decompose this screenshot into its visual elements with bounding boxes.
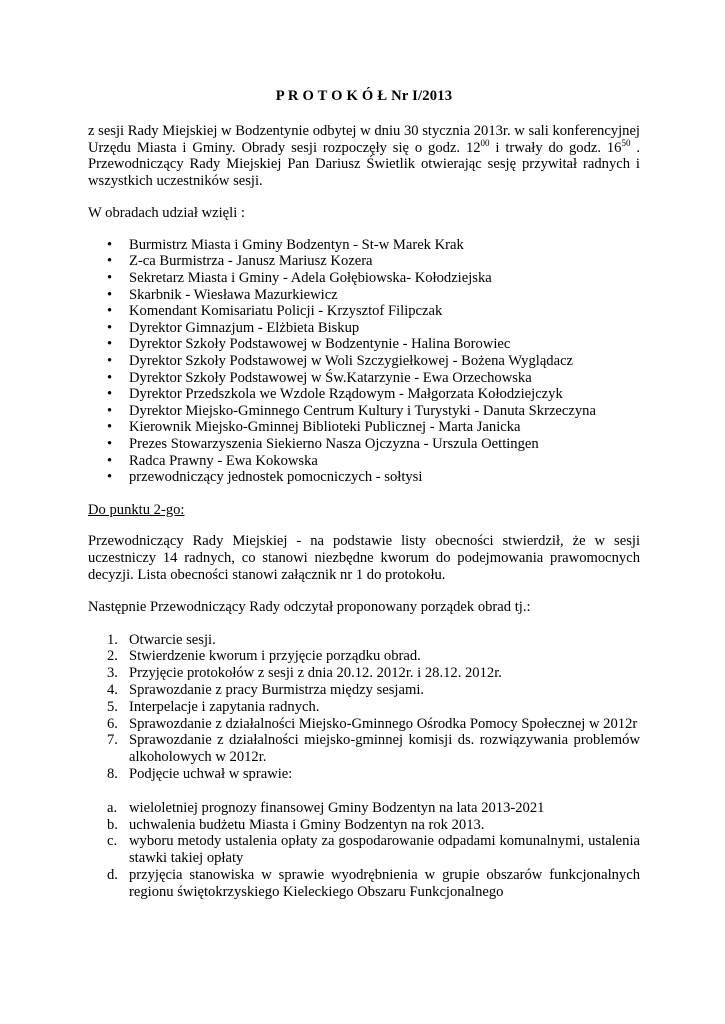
document-page	[88, 88, 640, 901]
participant-item	[88, 436, 640, 453]
participant-item	[88, 370, 640, 387]
agenda-item-text: Otwarcie sesji.	[129, 631, 216, 648]
participant-item	[88, 419, 640, 436]
bullet-icon: •	[107, 369, 113, 386]
participant-item	[88, 237, 640, 254]
participant-item	[88, 287, 640, 304]
agenda-intro: Następnie Przewodniczący Rady odczytał proponowany porządek obrad tj.:	[88, 598, 531, 615]
agenda-item	[88, 665, 640, 682]
end-time-superscript: 50	[621, 137, 631, 148]
agenda-item-text: Sprawozdanie z działalności miejsko-gminnej komisji ds. rozwiązywania problemów alkoholowych w 2012r.	[129, 732, 640, 766]
bullet-icon: •	[107, 253, 113, 270]
participant-item	[88, 336, 640, 353]
agenda-item-text: Stwierdzenie kworum i przyjęcie porządku obrad.	[129, 648, 421, 665]
agenda-item	[88, 648, 640, 665]
resolution-item	[88, 800, 640, 817]
participant-text: Burmistrz Miasta i Gminy Bodzentyn - St-w Marek Krak	[129, 236, 464, 253]
resolution-item-letter: b.	[107, 816, 118, 833]
participant-item	[88, 303, 640, 320]
resolution-item	[88, 817, 640, 834]
participant-item	[88, 270, 640, 287]
bullet-icon: •	[107, 452, 113, 469]
agenda-item-number: 7.	[107, 732, 118, 749]
agenda-item-number: 6.	[107, 715, 118, 732]
participant-text: Dyrektor Szkoły Podstawowej w Woli Szczygiełkowej - Bożena Wyglądacz	[129, 352, 574, 369]
participant-text: Kierownik Miejsko-Gminnej Biblioteki Publicznej - Marta Janicka	[129, 419, 521, 436]
intro-text-part1: z sesji Rady Miejskiej w Bodzentynie odbytej w dniu 30 stycznia 2013r. w sali konferencyjnej Urzędu Miasta i Gminy. Obrady sesji rozpoczęły się o godz. 12	[88, 122, 640, 156]
agenda-item	[88, 682, 640, 699]
participant-text: Dyrektor Szkoły Podstawowej w Bodzentynie - Halina Borowiec	[129, 336, 511, 353]
resolution-item-text: wieloletniej prognozy finansowej Gminy Bodzentyn na lata 2013-2021	[129, 799, 545, 816]
resolutions-sublist	[88, 800, 640, 901]
participant-text: Radca Prawny - Ewa Kokowska	[129, 452, 318, 469]
resolution-item	[88, 833, 640, 867]
agenda-item-number: 3.	[107, 665, 118, 682]
participant-item	[88, 386, 640, 403]
resolution-item	[88, 867, 640, 901]
participants-list	[88, 237, 640, 486]
resolution-item-letter: a.	[107, 799, 118, 816]
participant-item	[88, 469, 640, 486]
bullet-icon: •	[107, 286, 113, 303]
bullet-icon: •	[107, 386, 113, 403]
participant-item	[88, 320, 640, 337]
agenda-item	[88, 732, 640, 766]
bullet-icon: •	[107, 336, 113, 353]
bullet-icon: •	[107, 269, 113, 286]
participant-item	[88, 353, 640, 370]
participant-text: Dyrektor Gimnazjum - Elżbieta Biskup	[129, 319, 360, 336]
section-2-heading: Do punktu 2-go:	[88, 501, 185, 518]
bullet-icon: •	[107, 402, 113, 419]
intro-text-part2: i trwały do godz. 16	[489, 139, 622, 156]
bullet-icon: •	[107, 319, 113, 336]
attendance-heading: W obradach udział wzięli :	[88, 204, 245, 221]
participant-text: przewodniczący jednostek pomocniczych - sołtysi	[129, 469, 423, 486]
intro-text-part3: . Przewodniczący Rady Miejskiej Pan Dariusz Świetlik otwierając sesję przywitał radnych i wszystkich uczestników sesji.	[88, 139, 640, 190]
participant-text: Dyrektor Przedszkola we Wzdole Rządowym - Małgorzata Kołodziejczyk	[129, 386, 563, 403]
participant-item	[88, 403, 640, 420]
resolution-item-letter: c.	[107, 833, 118, 850]
agenda-item-text: Sprawozdanie z działalności Miejsko-Gminnego Ośrodka Pomocy Społecznej w 2012r	[129, 715, 638, 732]
agenda-item-text: Interpelacje i zapytania radnych.	[129, 698, 320, 715]
resolution-item-text: uchwalenia budżetu Miasta i Gminy Bodzentyn na rok 2013.	[129, 816, 485, 833]
bullet-icon: •	[107, 419, 113, 436]
participant-text: Dyrektor Szkoły Podstawowej w Św.Katarzynie - Ewa Orzechowska	[129, 369, 532, 386]
resolution-item-letter: d.	[107, 867, 118, 884]
quorum-paragraph: Przewodniczący Rady Miejskiej - na podstawie listy obecności stwierdził, że w sesji uczestniczy 14 radnych, co stanowi niezbędne kworum do podejmowania prawomocnych decyzji. Lista obecności stanowi załącznik nr 1 do protokołu.	[88, 533, 640, 584]
agenda-item-number: 4.	[107, 682, 118, 699]
resolution-item-text: przyjęcia stanowiska w sprawie wyodrębnienia w grupie obszarów funkcjonalnych regionu świętokrzyskiego Kieleckiego Obszaru Funkcjonalnego	[129, 867, 640, 900]
participant-item	[88, 253, 640, 270]
agenda-item-number: 1.	[107, 631, 118, 648]
participant-text: Skarbnik - Wiesława Mazurkiewicz	[129, 286, 338, 303]
bullet-icon: •	[107, 435, 113, 452]
agenda-item-text: Sprawozdanie z pracy Burmistrza między sesjami.	[129, 682, 425, 699]
agenda-item	[88, 716, 640, 733]
participant-text: Z-ca Burmistrza - Janusz Mariusz Kozera	[129, 253, 373, 270]
participant-text: Dyrektor Miejsko-Gminnego Centrum Kultury i Turystyki - Danuta Skrzeczyna	[129, 402, 596, 419]
agenda-item	[88, 699, 640, 716]
agenda-item	[88, 632, 640, 649]
agenda-item-number: 5.	[107, 698, 118, 715]
bullet-icon: •	[107, 352, 113, 369]
agenda-item-text: Podjęcie uchwał w sprawie:	[129, 766, 293, 783]
resolution-item-text: wyboru metody ustalenia opłaty za gospodarowanie odpadami komunalnymi, ustalenia stawki takiej opłaty	[129, 833, 640, 867]
agenda-item	[88, 766, 640, 783]
participant-item	[88, 453, 640, 470]
participant-text: Prezes Stowarzyszenia Siekierno Nasza Ojczyzna - Urszula Oettingen	[129, 435, 539, 452]
bullet-icon: •	[107, 236, 113, 253]
agenda-list	[88, 632, 640, 783]
bullet-icon: •	[107, 469, 113, 486]
document-title: P R O T O K Ó Ł Nr I/2013	[275, 88, 453, 104]
bullet-icon: •	[107, 303, 113, 320]
participant-text: Sekretarz Miasta i Gminy - Adela Gołębiowska- Kołodziejska	[129, 269, 492, 286]
start-time-superscript: 00	[480, 137, 490, 148]
agenda-item-number: 8.	[107, 766, 118, 783]
participant-text: Komendant Komisariatu Policji - Krzysztof Filipczak	[129, 303, 443, 320]
intro-paragraph	[88, 123, 640, 190]
agenda-item-number: 2.	[107, 648, 118, 665]
agenda-item-text: Przyjęcie protokołów z sesji z dnia 20.12. 2012r. i 28.12. 2012r.	[129, 665, 502, 682]
